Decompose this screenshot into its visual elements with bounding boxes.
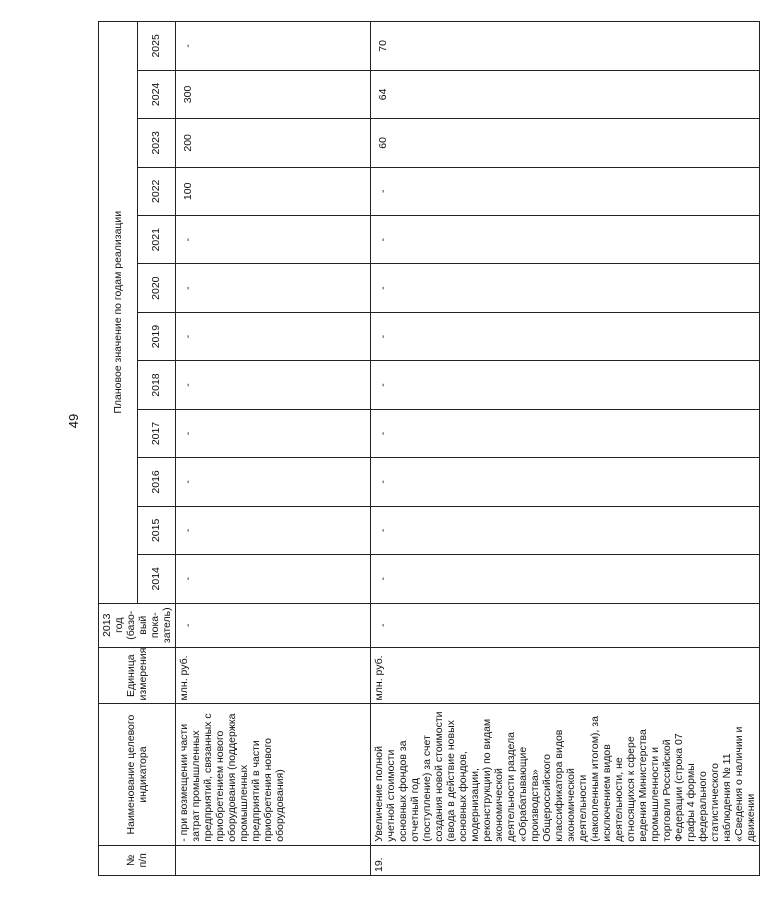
header-year: 2020 (137, 264, 176, 312)
table-row (371, 22, 760, 876)
value-cell: - (176, 458, 371, 506)
value-cell: - (176, 22, 371, 71)
value-cell: 100 (176, 167, 371, 215)
header-year: 2025 (137, 22, 176, 71)
header-year: 2018 (137, 361, 176, 409)
header-year: 2015 (137, 506, 176, 554)
header-year: 2024 (137, 70, 176, 118)
header-year: 2022 (137, 167, 176, 215)
header-unit: Единица измерения (99, 647, 176, 704)
unit-cell: млн. руб. (176, 647, 371, 704)
header-name: Наименование целевого индикатора (99, 704, 176, 845)
value-cell: - (176, 312, 371, 360)
value-cell: - (176, 409, 371, 457)
row-number: 19. (371, 845, 760, 875)
value-cell: - (176, 264, 371, 312)
header-num: № п/п (99, 845, 176, 875)
unit-cell: млн. руб. (371, 647, 760, 704)
table-row (176, 22, 371, 876)
value-cell: - (371, 409, 760, 457)
header-year: 2014 (137, 555, 176, 603)
header-base-year: 2013 год (базо-вый пока-затель) (99, 603, 176, 647)
indicator-name: Увеличение полной учетной стоимости основных фондов за отчетный год (поступление) за счет создания новой стоимости (ввода в действие новых основных фондов, модернизации, реконструкции) по видам экономической деятельности раздела «Обрабатывающие производства» Общероссийского классификатора видов экономической деятельности (накопленным итогом), за исключением видов деятельности, не относящихся к сфере ведения Министерства промышленности и торговли Российской Федерации (строка 07 графы 4 формы федерального статистического наблюдения № 11 «Сведения о наличии и движении (371, 704, 760, 845)
rotated-table-container (98, 21, 757, 876)
value-cell: 70 (371, 22, 760, 71)
target-indicators-table (98, 21, 760, 876)
value-cell: - (371, 312, 760, 360)
value-cell: 60 (371, 119, 760, 167)
value-cell: 300 (176, 70, 371, 118)
header-year: 2021 (137, 216, 176, 264)
value-cell: 200 (176, 119, 371, 167)
value-cell: - (176, 555, 371, 603)
value-cell: - (371, 555, 760, 603)
base-value-cell: - (176, 603, 371, 647)
value-cell: - (371, 458, 760, 506)
header-year: 2016 (137, 458, 176, 506)
header-year: 2019 (137, 312, 176, 360)
value-cell: - (176, 361, 371, 409)
value-cell: - (371, 361, 760, 409)
header-year: 2023 (137, 119, 176, 167)
header-year: 2017 (137, 409, 176, 457)
value-cell: - (176, 506, 371, 554)
value-cell: - (371, 216, 760, 264)
value-cell: 64 (371, 70, 760, 118)
value-cell: - (371, 264, 760, 312)
value-cell: - (176, 216, 371, 264)
value-cell: - (371, 506, 760, 554)
page-number: 49 (66, 413, 81, 429)
value-cell: - (371, 167, 760, 215)
indicator-name: - при возмещении части затрат промышленных предприятий, связанных с приобретением нового оборудования (поддержка промышленных предприятий в части приобретения нового оборудования) (176, 704, 371, 845)
header-planned: Плановое значение по годам реализации (99, 22, 138, 604)
row-number (176, 845, 371, 875)
base-value-cell: - (371, 603, 760, 647)
